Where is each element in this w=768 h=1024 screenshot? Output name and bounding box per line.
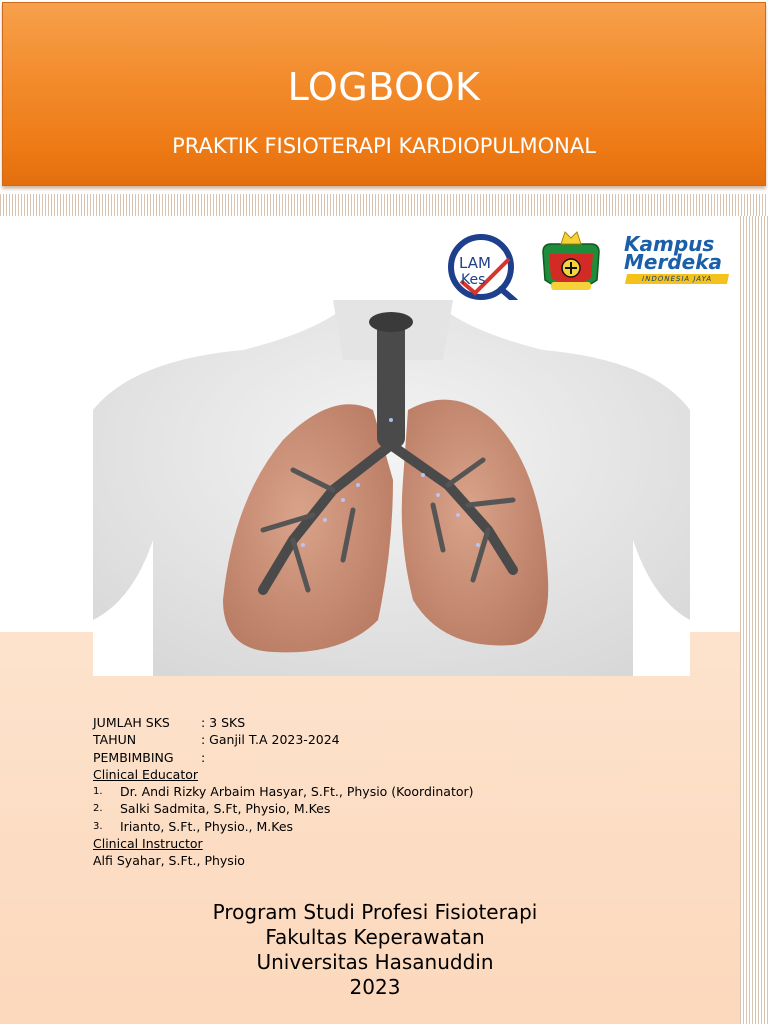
lungs-illustration [93, 300, 690, 676]
decorative-stripe-top [0, 194, 768, 216]
educator-name: Irianto, S.Ft., Physio., M.Kes [120, 818, 294, 834]
kampus-merdeka-band: INDONESIA JAYA [625, 274, 729, 284]
educator-name: Dr. Andi Rizky Arbaim Hasyar, S.Ft., Physio (Koordinator) [120, 784, 474, 800]
institution-footer [160, 900, 590, 1000]
cover-title: LOGBOOK [287, 65, 481, 109]
decorative-stripe-right [740, 216, 768, 1024]
jumlah-sks-value: : 3 SKS [201, 715, 246, 730]
faculty-name: Fakultas Keperawatan [265, 925, 485, 949]
cover-subtitle: PRAKTIK FISIOTERAPI KARDIOPULMONAL [172, 134, 596, 158]
lungs-illustration-icon [93, 300, 690, 676]
pembimbing-label: PEMBIMBING [93, 749, 174, 765]
educator-number: 2. [93, 803, 103, 815]
svg-text:Kes: Kes [461, 272, 486, 288]
educator-name: Salki Sadmita, S.Ft, Physio, M.Kes [120, 801, 331, 817]
jumlah-sks-label: JUMLAH SKS [93, 715, 170, 730]
clinical-educator-heading: Clinical Educator [93, 766, 199, 782]
kampus-merdeka-logo [622, 234, 734, 284]
educator-number: 1. [93, 786, 103, 798]
kampus-merdeka-line1: Kampus [624, 232, 715, 256]
logo-row [440, 226, 740, 306]
universitas-hasanuddin-emblem-icon [537, 226, 605, 298]
lam-ptkes-logo-icon [445, 231, 521, 303]
instructor-name: Alfi Syahar, S.Ft., Physio [93, 853, 245, 869]
info-row-pembimbing [93, 749, 653, 766]
cover-header [2, 2, 766, 186]
info-row-tahun [93, 731, 653, 748]
course-info [93, 714, 653, 870]
educator-item [93, 783, 653, 800]
kampus-merdeka-line2: Merdeka [624, 250, 723, 274]
program-name: Program Studi Profesi Fisioterapi [212, 900, 538, 924]
svg-text:LAM: LAM [459, 254, 491, 272]
educator-number: 3. [93, 820, 103, 832]
educator-item [93, 800, 653, 817]
year: 2023 [349, 975, 401, 999]
tahun-value: : Ganjil T.A 2023-2024 [201, 732, 340, 748]
pembimbing-value: : [201, 749, 206, 765]
university-name: Universitas Hasanuddin [256, 950, 494, 974]
info-row-sks [93, 714, 653, 731]
clinical-instructor-heading: Clinical Instructor [93, 836, 203, 852]
tahun-label: TAHUN [93, 732, 137, 748]
educator-item [93, 818, 653, 835]
